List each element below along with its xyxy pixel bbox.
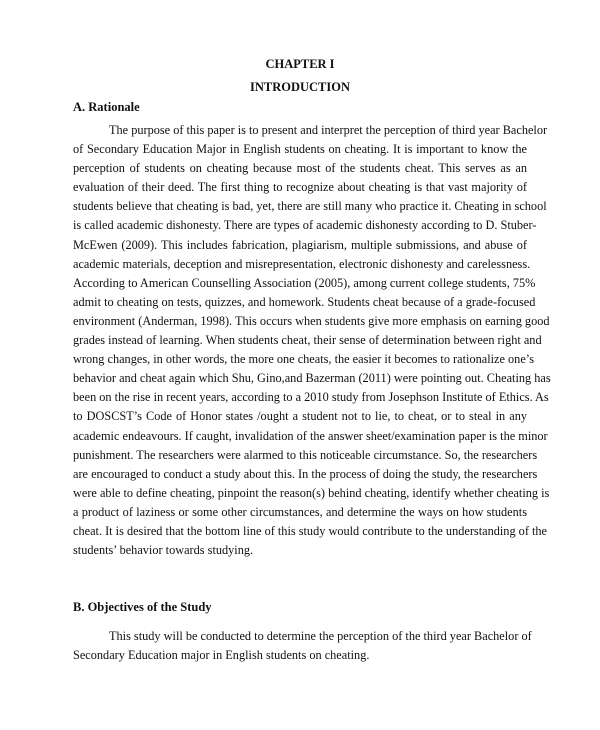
text-line: a product of laziness or some other circumstances, and determine the ways on how students	[73, 504, 527, 519]
text-line: of Secondary Education Major in English students on cheating. It is important to know the	[73, 142, 527, 157]
text-line: This study will be conducted to determine the perception of the third year Bachelor of	[109, 629, 532, 643]
section-heading-rationale: A. Rationale	[73, 100, 140, 114]
text-line: McEwen (2009). This includes fabrication, plagiarism, multiple submissions, and abuse of	[73, 237, 527, 252]
text-line: been on the rise in recent years, according to a 2010 study from Josephson Institute of Ethics. As	[73, 390, 549, 405]
text-line: Secondary Education major in English students on cheating.	[73, 648, 370, 663]
text-line: evaluation of their deed. The first thing to recognize about cheating is that vast majority of	[73, 180, 527, 195]
text-line: is called academic dishonesty. There are types of academic dishonesty according to D. Stuber-	[73, 218, 537, 233]
text-line: wrong changes, in other words, the more one cheats, the easier it becomes to rationalize one’s	[73, 352, 534, 367]
rationale-paragraph	[73, 121, 551, 560]
text-line: behavior and cheat again which Shu, Gino,and Bazerman (2011) were pointing out. Cheating has	[73, 371, 551, 386]
text-line: According to American Counselling Association (2005), among current college students, 75%	[73, 275, 536, 290]
text-line: admit to cheating on tests, quizzes, and homework. Students cheat because of a grade-focused	[73, 294, 536, 309]
text-line: perception of students on cheating because most of the students cheat. This serves as an	[73, 161, 527, 176]
text-line: students’ behavior towards studying.	[73, 543, 254, 558]
objectives-paragraph	[73, 627, 532, 665]
text-line: to DOSCST’s Code of Honor states /ought a student not to lie, to cheat, or to steal in any	[73, 409, 527, 424]
text-line: environment (Anderman, 1998). This occurs when students give more emphasis on earning good	[73, 313, 550, 328]
chapter-number: CHAPTER I	[265, 57, 335, 71]
chapter-title: INTRODUCTION	[249, 80, 350, 94]
text-line: cheat. It is desired that the bottom line of this study would contribute to the understanding of the	[73, 523, 548, 538]
text-line: The purpose of this paper is to present and interpret the perception of third year Bachelor	[109, 123, 548, 137]
section-heading-objectives: B. Objectives of the Study	[73, 600, 212, 614]
text-line: academic materials, deception and misrepresentation, electronic dishonesty and carelessness.	[73, 256, 531, 271]
text-line: are encouraged to conduct a study about this. In the process of doing the study, the researchers	[73, 466, 538, 481]
text-line: were able to define cheating, pinpoint the reason(s) behind cheating, identify whether cheating is	[73, 485, 550, 500]
text-line: punishment. The researchers were alarmed to this noticeable circumstance. So, the researchers	[73, 447, 538, 462]
text-line: academic endeavours. If caught, invalidation of the answer sheet/examination paper is the minor	[73, 428, 548, 443]
text-line: grades instead of learning. When students cheat, their sense of determination between right and	[73, 333, 542, 348]
text-line: students believe that cheating is bad, yet, there are still many who practice it. Cheating in school	[73, 199, 547, 214]
